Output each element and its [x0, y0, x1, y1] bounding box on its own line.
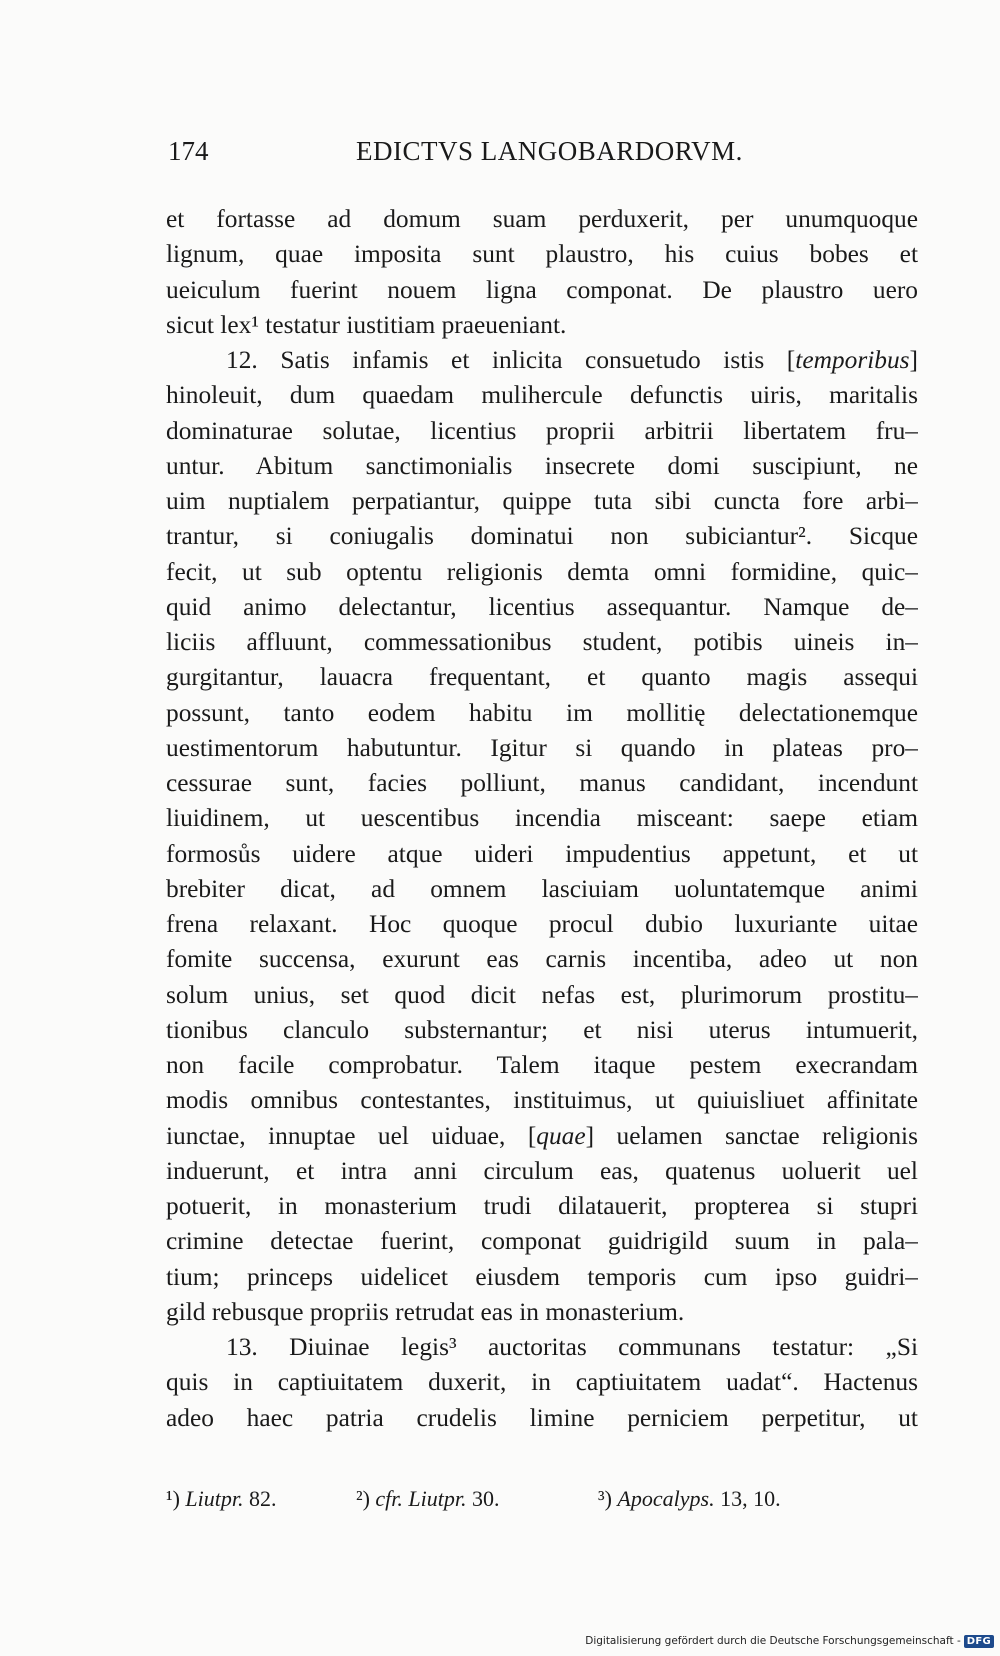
- paragraph-12-start: 12. Satis infamis et inlicita consuetudo istis [temporibus]: [226, 346, 918, 374]
- text-line: lignum, quae imposita sunt plaustro, his cuius bobes et: [166, 240, 918, 269]
- footnotes: [166, 1486, 918, 1518]
- text-line: sicut lex¹ testatur iustitiam praeueniant.: [166, 310, 567, 339]
- text-line: fomite succensa, exurunt eas carnis incentiba, adeo ut non: [166, 945, 918, 974]
- text-line: frena relaxant. Hoc quoque procul dubio luxuriante uitae: [166, 910, 918, 938]
- text-line: adeo haec patria crudelis limine perniciem perpetitur, ut: [166, 1403, 918, 1432]
- credit-text: Digitalisierung gefördert durch die Deutsche Forschungsgemeinschaft -: [585, 1635, 961, 1647]
- text-line: fecit, ut sub optentu religionis demta omni formidine, quic–: [166, 557, 918, 586]
- running-header: [168, 136, 920, 176]
- text-line: modis omnibus contestantes, instituimus, ut quiuisliuet affinitate: [166, 1086, 918, 1115]
- body-text: [166, 202, 918, 1436]
- text-line: liuidinem, ut uescentibus incendia misceant: saepe etiam: [166, 804, 918, 833]
- text-line: non facile comprobatur. Talem itaque pestem execrandam: [166, 1051, 918, 1079]
- text-line: iunctae, innuptae uel uiduae, [quae] uelamen sanctae religionis: [166, 1121, 918, 1150]
- page-number: 174: [168, 136, 209, 166]
- text-line: hinoleuit, dum quaedam mulihercule defunctis uiris, maritalis: [166, 381, 918, 410]
- text-line: uim nuptialem perpatiantur, quippe tuta sibi cuncta fore arbi–: [166, 487, 918, 515]
- text-line: cessurae sunt, facies polliunt, manus candidant, incendunt: [166, 769, 918, 797]
- digitization-credit: [585, 1632, 994, 1650]
- footnote-3: ³) Apocalyps. 13, 10.: [598, 1486, 781, 1511]
- text-line: untur. Abitum sanctimonialis insecrete domi suscipiunt, ne: [166, 451, 918, 480]
- text-line: quis in captiuitatem duxerit, in captiuitatem uadat“. Hactenus: [166, 1368, 918, 1397]
- text-line: trantur, si coniugalis dominatui non subiciantur². Sicque: [166, 522, 918, 551]
- text-line: et fortasse ad domum suam perduxerit, per unumquoque: [166, 205, 918, 233]
- paragraph-13-start: 13. Diuinae legis³ auctoritas communans testatur: „Si: [226, 1333, 918, 1361]
- text-line: induerunt, et intra anni circulum eas, quatenus uoluerit uel: [166, 1156, 918, 1185]
- text-line: gurgitantur, lauacra frequentant, et quanto magis assequi: [166, 663, 918, 692]
- dfg-logo-icon: DFG: [964, 1635, 994, 1648]
- text-line: gild rebusque propriis retrudat eas in monasterium.: [166, 1297, 685, 1326]
- text-line: liciis affluunt, commessationibus student, potibis uineis in–: [166, 628, 918, 656]
- text-line: ueiculum fuerint nouem ligna componat. De plaustro uero: [166, 275, 918, 304]
- text-line: crimine detectae fuerint, componat guidrigild suum in pala–: [166, 1227, 918, 1256]
- footnote-1: ¹) Liutpr. 82.: [166, 1486, 277, 1511]
- text-line: solum unius, set quod dicit nefas est, plurimorum prostitu–: [166, 980, 918, 1009]
- text-line: quid animo delectantur, licentius assequantur. Namque de–: [166, 592, 918, 621]
- text-line: dominaturae solutae, licentius proprii arbitrii libertatem fru–: [166, 416, 918, 445]
- text-line: uestimentorum habutuntur. Igitur si quando in plateas pro–: [166, 733, 918, 762]
- running-title: EDICTVS LANGOBARDORVM.: [356, 136, 743, 166]
- text-line: potuerit, in monasterium trudi dilatauerit, propterea si stupri: [166, 1192, 918, 1220]
- footnote-2: ²) cfr. Liutpr. 30.: [356, 1486, 500, 1511]
- text-line: formosůs uidere atque uideri impudentius appetunt, et ut: [166, 839, 918, 868]
- text-line: possunt, tanto eodem habitu im mollitię delectationemque: [166, 698, 918, 727]
- text-line: tionibus clanculo substernantur; et nisi uterus intumuerit,: [166, 1015, 918, 1044]
- text-line: brebiter dicat, ad omnem lasciuiam uoluntatemque animi: [166, 874, 918, 903]
- text-line: tium; princeps uidelicet eiusdem temporis cum ipso guidri–: [166, 1262, 918, 1291]
